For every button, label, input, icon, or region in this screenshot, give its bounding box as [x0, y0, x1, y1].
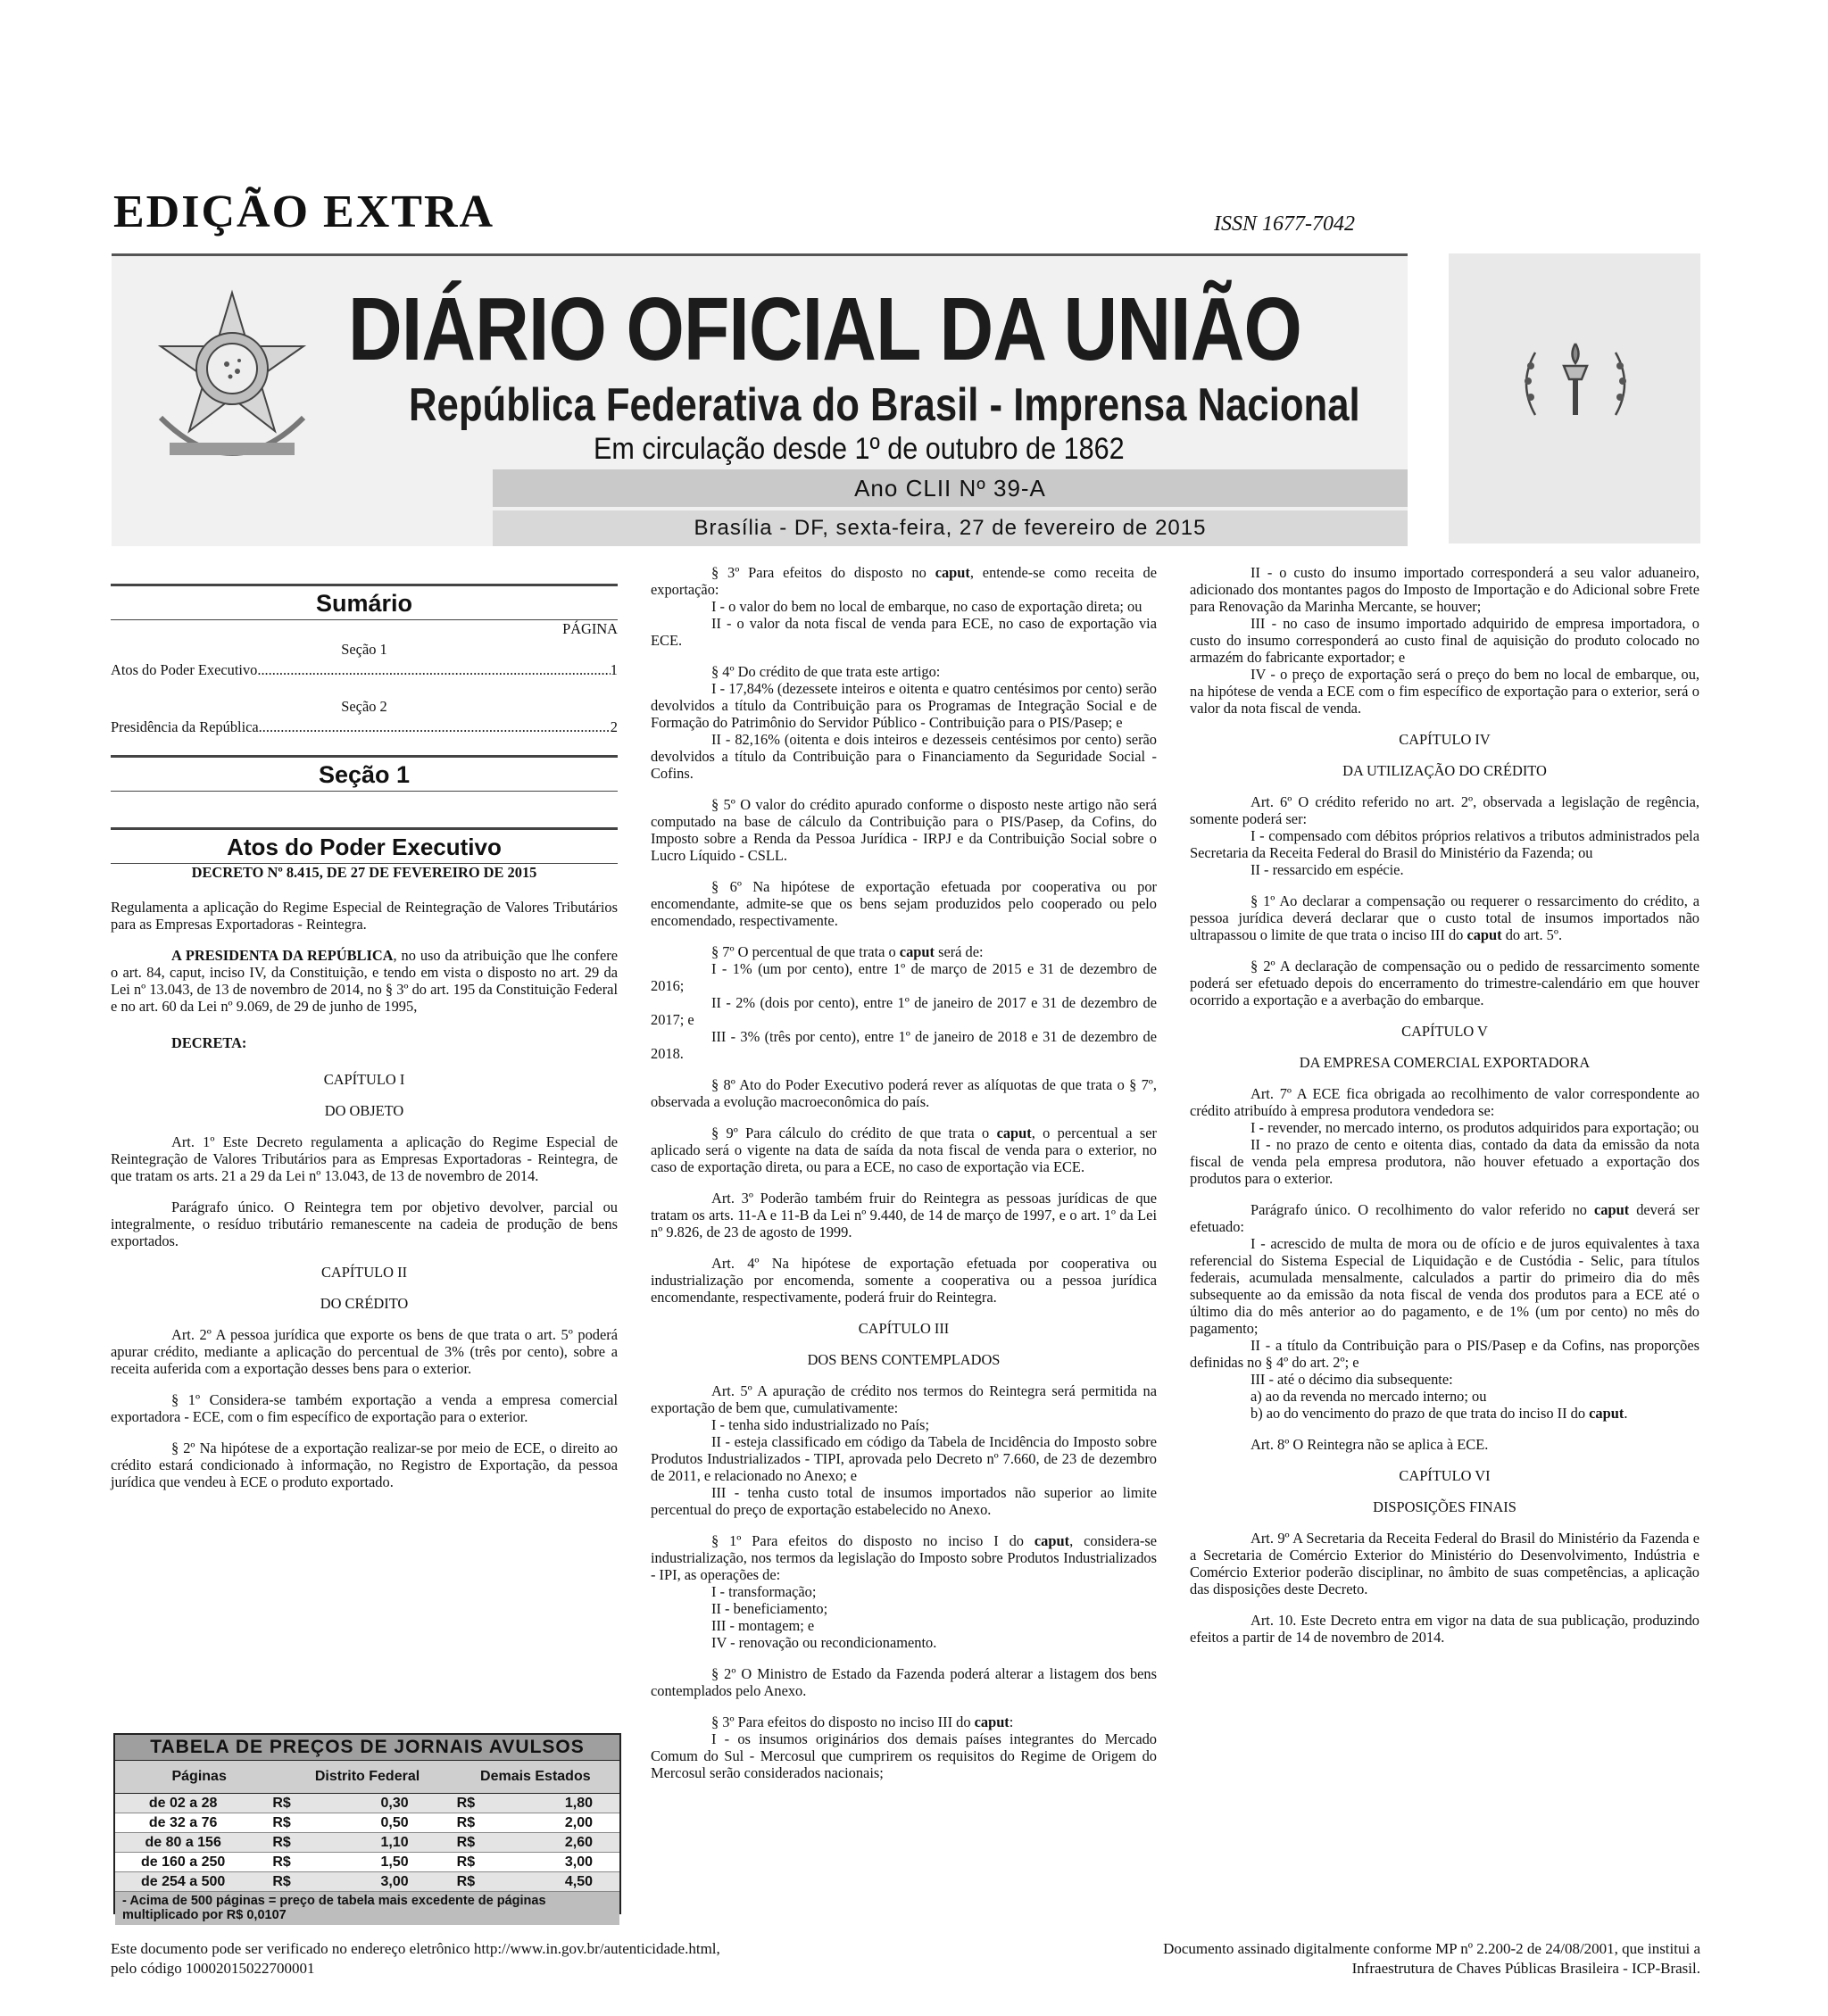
art-7-paragraph-i: I - acrescido de multa de mora ou de ofício e de juros equivalentes à taxa referencial do Sistema Especial de Liquidação e de Custódia - Selic, para títulos federais, acumulada mensalmente, calculados a partir do primeiro dia do mês subsequente ao da emissão da nota fiscal de venda dos produtos para a ECE até o último dia do mês anterior ao do pagamento, e de 1% (um por cento) no mês do pagamento; — [1190, 1235, 1699, 1337]
price-table-body — [115, 1794, 619, 1892]
chapter-2: CAPÍTULO II — [320, 1264, 408, 1281]
text-run: § 3º Para efeitos do disposto no inciso III do — [711, 1713, 975, 1730]
price-value: 2,00 — [564, 1814, 593, 1830]
art-7-paragraph-iii-b — [1190, 1405, 1699, 1422]
price-table-title: TABELA DE PREÇOS DE JORNAIS AVULSOS — [115, 1735, 619, 1760]
art-5-ii: II - esteja classificado em código da Tabela de Incidência do Imposto sobre Produtos Industrializados - TIPI, aprovada pelo Decreto nº 7.660, de 23 de dezembro de 2011, e relacionado no Anexo; e — [651, 1433, 1157, 1484]
text-run: do art. 5º. — [1501, 926, 1563, 943]
art-5-par-3-iv: IV - o preço de exportação será o preço do bem no local de embarque, ou, na hipótese de venda a ECE com o fim específico de exportação para o exterior, será o valor da nota fiscal de venda. — [1190, 666, 1699, 717]
caput-term: caput — [996, 1124, 1032, 1141]
year-number-bar — [493, 469, 1408, 507]
table-cell-df — [251, 1854, 435, 1871]
art-5-par-1-ii: II - beneficiamento; — [711, 1600, 828, 1617]
table-cell-states — [436, 1835, 619, 1851]
summary-row-1[interactable] — [111, 661, 618, 678]
art-5-par-3-i: I - os insumos originários dos demais países integrantes do Mercado Comum do Sul - Mercosul que cumprirem os requisitos do Regime de Origem do Mercosul serão considerados nacionais; — [651, 1730, 1157, 1781]
newspaper-subtitle: República Federativa do Brasil - Imprensa Nacional — [409, 379, 1360, 431]
text-run: : — [1009, 1713, 1014, 1730]
table-cell-pages: de 254 a 500 — [141, 1873, 226, 1889]
chapter-5: CAPÍTULO V — [1401, 1023, 1488, 1040]
art-5-par-1-i: I - transformação; — [711, 1583, 817, 1600]
price-value: 3,00 — [380, 1873, 409, 1889]
price-value: 1,10 — [380, 1834, 409, 1850]
table-cell-df — [251, 1796, 435, 1812]
column-2 — [651, 564, 1157, 1781]
text-run: Parágrafo único. O recolhimento do valor referido no — [1251, 1201, 1595, 1218]
preamble-bold: A PRESIDENTA DA REPÚBLICA — [171, 947, 394, 964]
coat-of-arms-icon — [134, 284, 330, 489]
price-value: 4,50 — [564, 1873, 593, 1889]
chapter-6-title: DISPOSIÇÕES FINAIS — [1373, 1498, 1516, 1515]
summary-section-2: Seção 2 — [341, 698, 387, 715]
table-row — [115, 1833, 619, 1853]
table-row — [115, 1813, 619, 1833]
text-run: b) ao do vencimento do prazo de que trata do inciso II do — [1251, 1405, 1586, 1422]
art-2-par-9 — [651, 1124, 1157, 1175]
footer-signature — [937, 1939, 1700, 1979]
table-cell-pages: de 80 a 156 — [145, 1834, 221, 1850]
footer-verification — [111, 1939, 720, 1979]
text-run: § 1º Para efeitos do disposto no inciso I do — [711, 1532, 1034, 1549]
table-cell-df — [251, 1874, 435, 1890]
art-2-par-4-i: I - 17,84% (dezessete inteiros e oitenta e quatro centésimos por cento) serão devolvidos a título da Contribuição para os Programas de Integração Social e de Formação do Patrimônio do Servidor Público - Contribuição para o PIS/Pasep; e — [651, 680, 1157, 731]
date-bar — [493, 510, 1408, 546]
art-5-par-1 — [651, 1532, 1157, 1583]
art-7-paragraph-iii: III - até o décimo dia subsequente: — [1251, 1371, 1453, 1388]
table-cell-df — [251, 1815, 435, 1831]
caput-term: caput — [1594, 1201, 1630, 1218]
art-7-ii: II - no prazo de cento e oitenta dias, contado da data da emissão da nota fiscal de venda pela empresa produtora, não houver efetuado a exportação dos produtos para o exterior. — [1190, 1136, 1699, 1187]
table-row — [115, 1794, 619, 1813]
footer-signature-line-1: Documento assinado digitalmente conforme MP nº 2.200-2 de 24/08/2001, que institui a — [1163, 1940, 1700, 1957]
currency-label: R$ — [272, 1814, 291, 1830]
art-2-par-7-iii: III - 3% (três por cento), entre 1º de janeiro de 2018 e 31 de dezembro de 2018. — [651, 1028, 1157, 1062]
chapter-3: CAPÍTULO III — [858, 1320, 950, 1337]
art-7: Art. 7º A ECE fica obrigada ao recolhimento de valor correspondente ao crédito atribuído à empresa produtora vendedora se: — [1190, 1085, 1699, 1119]
currency-label: R$ — [272, 1834, 291, 1850]
summary-title: Sumário — [111, 584, 618, 620]
art-4: Art. 4º Na hipótese de exportação efetuada por cooperativa ou industrialização por encomenda, somente a cooperativa ou a pessoa jurídica encomendante, respectivamente, poderá fruir do Reintegra. — [651, 1255, 1157, 1306]
text-run: , entende-se como receita de exportação: — [651, 564, 1157, 598]
currency-label: R$ — [272, 1795, 291, 1811]
summary-row-2[interactable] — [111, 718, 618, 735]
art-2-par-8: § 8º Ato do Poder Executivo poderá rever as alíquotas de que trata o § 7º, observada a evolução macroeconômica do país. — [651, 1076, 1157, 1110]
newspaper-title: DIÁRIO OFICIAL DA UNIÃO — [348, 279, 1302, 379]
art-2-par-2: § 2º Na hipótese de a exportação realizar-se por meio de ECE, o direito ao crédito estará condicionado à informação, no Registro de Exportação, da pessoa jurídica que vendeu à ECE o produto exportado. — [111, 1439, 618, 1490]
table-row — [115, 1872, 619, 1892]
art-8: Art. 8º O Reintegra não se aplica à ECE. — [1251, 1436, 1489, 1453]
currency-label: R$ — [456, 1873, 476, 1889]
art-5-par-3-iii: III - no caso de insumo importado adquirido de empresa importadora, o custo do insumo corresponderá ao custo final de aquisição do produto colocado no armazém do fabricante exportador; e — [1190, 615, 1699, 666]
table-cell-pages: de 02 a 28 — [148, 1795, 218, 1811]
currency-label: R$ — [272, 1873, 291, 1889]
caput-term: caput — [974, 1713, 1010, 1730]
art-5-par-1-iii: III - montagem; e — [711, 1617, 815, 1634]
art-1: Art. 1º Este Decreto regulamenta a aplicação do Regime Especial de Reintegração de Valores Tributários para as Empresas Exportadoras - Reintegra, de que tratam os arts. 21 a 29 da Lei nº 13.043, de 13 de novembro de 2014. — [111, 1133, 618, 1184]
decree-title: DECRETO Nº 8.415, DE 27 DE FEVEREIRO DE 2015 — [191, 864, 537, 881]
currency-label: R$ — [272, 1854, 291, 1870]
price-value: 1,80 — [564, 1795, 593, 1811]
currency-label: R$ — [456, 1854, 476, 1870]
currency-label: R$ — [456, 1795, 476, 1811]
art-2-par-7 — [651, 943, 1157, 960]
price-table — [113, 1733, 621, 1922]
text-run: será de: — [934, 943, 984, 960]
table-cell-pages: de 160 a 250 — [141, 1854, 226, 1870]
text-run: § 7º O percentual de que trata o — [711, 943, 900, 960]
summary-page-label: PÁGINA — [562, 620, 618, 637]
art-5-par-2: § 2º O Ministro de Estado da Fazenda poderá alterar a listagem dos bens contemplados pelo Anexo. — [651, 1665, 1157, 1699]
chapter-2-title: DO CRÉDITO — [320, 1295, 409, 1312]
summary-page-2: 2 — [610, 718, 618, 735]
footer-signature-line-2: Infraestrutura de Chaves Públicas Brasileira - ICP-Brasil. — [1351, 1960, 1700, 1977]
footer-verification-code: pelo código 10002015022700001 — [111, 1960, 315, 1977]
text-run: § 3º Para efeitos do disposto no — [711, 564, 935, 581]
chapter-6: CAPÍTULO VI — [1399, 1467, 1491, 1484]
chapter-4: CAPÍTULO IV — [1399, 731, 1491, 748]
price-table-header-states: Demais Estados — [480, 1769, 591, 1784]
art-1-paragraph: Parágrafo único. O Reintegra tem por objetivo devolver, parcial ou integralmente, o resíduo tributário remanescente na cadeia de produção de bens exportados. — [111, 1199, 618, 1249]
price-value: 3,00 — [564, 1854, 593, 1870]
chapter-4-title: DA UTILIZAÇÃO DO CRÉDITO — [1342, 762, 1547, 779]
section-title: Seção 1 — [111, 755, 618, 792]
caput-term: caput — [935, 564, 970, 581]
art-6: Art. 6º O crédito referido no art. 2º, observada a legislação de regência, somente poderá ser: — [1190, 793, 1699, 827]
caput-term: caput — [1589, 1405, 1624, 1422]
table-cell-pages: de 32 a 76 — [148, 1814, 218, 1830]
column-3 — [1190, 564, 1699, 1646]
currency-label: R$ — [456, 1834, 476, 1850]
art-5-iii: III - tenha custo total de insumos importados não superior ao limite percentual do preço de exportação estabelecido no Anexo. — [651, 1484, 1157, 1518]
art-2-par-4: § 4º Do crédito de que trata este artigo: — [711, 663, 941, 680]
chapter-1: CAPÍTULO I — [323, 1071, 405, 1088]
table-cell-states — [436, 1854, 619, 1871]
table-cell-df — [251, 1835, 435, 1851]
column-1 — [111, 564, 618, 1490]
art-2-par-7-i: I - 1% (um por cento), entre 1º de março de 2015 e 31 de dezembro de 2016; — [651, 960, 1157, 994]
art-7-paragraph-ii: II - a título da Contribuição para o PIS/Pasep e da Cofins, nas proporções definidas no § 4º do art. 2º; e — [1190, 1337, 1699, 1371]
price-value: 2,60 — [564, 1834, 593, 1850]
decreta-label: DECRETA: — [171, 1034, 247, 1051]
price-value: 0,50 — [380, 1814, 409, 1830]
art-3: Art. 3º Poderão também fruir do Reintegra as pessoas jurídicas de que tratam os arts. 11-A e 11-B da Lei nº 9.440, de 14 de março de 1997, e o art. 1º da Lei nº 9.826, de 23 de agosto de 1999. — [651, 1190, 1157, 1240]
caput-term: caput — [899, 943, 935, 960]
caput-term: caput — [1467, 926, 1502, 943]
edition-label: EDIÇÃO EXTRA — [113, 187, 495, 237]
decree-ementa: Regulamenta a aplicação do Regime Especial de Reintegração de Valores Tributários para as Empresas Exportadoras - Reintegra. — [111, 899, 618, 933]
footer-verification-url[interactable]: Este documento pode ser verificado no endereço eletrônico http://www.in.gov.br/autenticidade.html, — [111, 1940, 720, 1957]
text-run: . — [1624, 1405, 1628, 1422]
preamble-text: , no uso da atribuição que lhe confere o art. 84, caput, inciso IV, da Constituição, e tendo em vista o disposto no art. 29 da Lei nº 13.043, de 13 de novembro de 2014, no § 3º do art. 195 da Constituição Federal e no art. 60 da Lei nº 9.069, de 29 de junho de 1995, — [111, 947, 618, 1015]
art-2-par-6: § 6º Na hipótese de exportação efetuada por cooperativa ou por encomendante, admite-se que os bens sejam produzidos pelo cooperado ou pelo encomendado, respectivamente. — [651, 878, 1157, 929]
art-2-par-3 — [651, 564, 1157, 598]
text-run: , considera-se industrialização, nos termos da legislação do Imposto sobre Produtos Industrializados - IPI, as operações de: — [651, 1532, 1157, 1583]
art-7-paragraph — [1190, 1201, 1699, 1235]
table-row — [115, 1853, 619, 1872]
date-line: Brasília - DF, sexta-feira, 27 de fevereiro de 2015 — [694, 516, 1207, 540]
art-5-i: I - tenha sido industrializado no País; — [711, 1416, 929, 1433]
decree-preamble — [111, 947, 618, 1015]
circulation-line: Em circulação desde 1º de outubro de 1862 — [594, 432, 1125, 466]
art-5-par-3 — [651, 1713, 1157, 1730]
caput-term: caput — [1034, 1532, 1070, 1549]
art-2-par-7-ii: II - 2% (dois por cento), entre 1º de janeiro de 2017 e 31 de dezembro de 2017; e — [651, 994, 1157, 1028]
art-2-par-3-i: I - o valor do bem no local de embarque, no caso de exportação direta; ou — [711, 598, 1142, 615]
imprensa-nacional-seal-icon — [1508, 317, 1642, 451]
art-9: Art. 9º A Secretaria da Receita Federal do Brasil do Ministério da Fazenda e a Secretaria de Comércio Exterior do Ministério do Desenvolvimento, Indústria e Comércio Exterior poderão disciplinar, no âmbito de suas competências, a aplicação das disposições deste Decreto. — [1190, 1530, 1699, 1597]
summary-item-2: Presidência da República — [111, 718, 259, 735]
price-table-header-df: Distrito Federal — [314, 1769, 420, 1784]
art-6-par-2: § 2º A declaração de compensação ou o pedido de ressarcimento somente poderá ser efetuado depois do encerramento do trimestre-calendário em que houver ocorrido a exportação e a averbação do embarque. — [1190, 958, 1699, 1008]
section-subtitle: Atos do Poder Executivo — [111, 827, 618, 864]
price-value: 1,50 — [380, 1854, 409, 1870]
art-5: Art. 5º A apuração de crédito nos termos do Reintegra será permitida na exportação de bem que, cumulativamente: — [651, 1382, 1157, 1416]
art-2-par-5: § 5º O valor do crédito apurado conforme o disposto neste artigo não será computado na base de cálculo da Contribuição para o PIS/Pasep, da Cofins, do Imposto sobre a Renda da Pessoa Jurídica - IRPJ e da Contribuição Social sobre o Lucro Líquido - CSLL. — [651, 796, 1157, 864]
text-run: § 9º Para cálculo do crédito de que trata o — [711, 1124, 997, 1141]
text-run: deverá ser efetuado: — [1190, 1201, 1700, 1235]
text-run: , o percentual a ser aplicado será o vigente na data de saída da nota fiscal de venda para o exterior, no caso de exportação direta, ou para a ECE, no caso de exportação via ECE. — [651, 1124, 1157, 1175]
price-value: 0,30 — [380, 1795, 409, 1811]
art-2-par-4-ii: II - 82,16% (oitenta e dois inteiros e dezesseis centésimos por cento) serão devolvidos a título da Contribuição para o Financiamento da Seguridade Social - Cofins. — [651, 731, 1157, 782]
art-7-i: I - revender, no mercado interno, os produtos adquiridos para exportação; ou — [1251, 1119, 1699, 1136]
table-cell-states — [436, 1815, 619, 1831]
summary-item-1: Atos do Poder Executivo — [111, 661, 258, 678]
art-10: Art. 10. Este Decreto entra em vigor na data de sua publicação, produzindo efeitos a partir de 14 de novembro de 2014. — [1190, 1612, 1699, 1646]
chapter-1-title: DO OBJETO — [324, 1102, 404, 1119]
issn-label: ISSN 1677-7042 — [1214, 212, 1355, 236]
price-table-note: - Acima de 500 páginas = preço de tabela mais excedente de páginas multiplicado por R$ 0,0107 — [115, 1892, 619, 1925]
text-run: § 1º Ao declarar a compensação ou requerer o ressarcimento do crédito, a pessoa jurídica deverá declarar que o custo total de insumos importados não ultrapassou o limite de que trata o inciso III do — [1190, 892, 1699, 943]
chapter-5-title: DA EMPRESA COMERCIAL EXPORTADORA — [1299, 1054, 1591, 1071]
price-table-header-pages: Páginas — [171, 1769, 227, 1784]
art-5-par-3-ii: II - o custo do insumo importado corresponderá a seu valor aduaneiro, adicionado dos montantes pagos do Imposto de Importação e do Adicional sobre Frete para Renovação da Marinha Mercante, se houver; — [1190, 564, 1699, 615]
art-5-par-1-iv: IV - renovação ou recondicionamento. — [711, 1634, 937, 1651]
table-cell-states — [436, 1874, 619, 1890]
art-6-i: I - compensado com débitos próprios relativos a tributos administrados pela Secretaria da Receita Federal do Brasil do Ministério da Fazenda; ou — [1190, 827, 1699, 861]
art-2: Art. 2º A pessoa jurídica que exporte os bens de que trata o art. 5º poderá apurar crédito, mediante a aplicação do percentual de 3% (três por cento), sobre a receita auferida com a exportação desses bens para o exterior. — [111, 1326, 618, 1377]
art-7-paragraph-iii-a: a) ao da revenda no mercado interno; ou — [1251, 1388, 1487, 1405]
table-cell-states — [436, 1796, 619, 1812]
art-2-par-3-ii: II - o valor da nota fiscal de venda para ECE, no caso de exportação via ECE. — [651, 615, 1157, 649]
art-6-ii: II - ressarcido em espécie. — [1251, 861, 1404, 878]
art-2-par-1: § 1º Considera-se também exportação a venda a empresa comercial exportadora - ECE, com o fim específico de exportação para o exterior. — [111, 1391, 618, 1425]
year-number: Ano CLII Nº 39-A — [854, 475, 1046, 502]
price-table-header — [115, 1760, 619, 1794]
summary-page-1: 1 — [610, 661, 618, 678]
currency-label: R$ — [456, 1814, 476, 1830]
chapter-3-title: DOS BENS CONTEMPLADOS — [807, 1351, 1001, 1368]
summary-section-1: Seção 1 — [341, 641, 387, 658]
art-6-par-1 — [1190, 892, 1699, 943]
